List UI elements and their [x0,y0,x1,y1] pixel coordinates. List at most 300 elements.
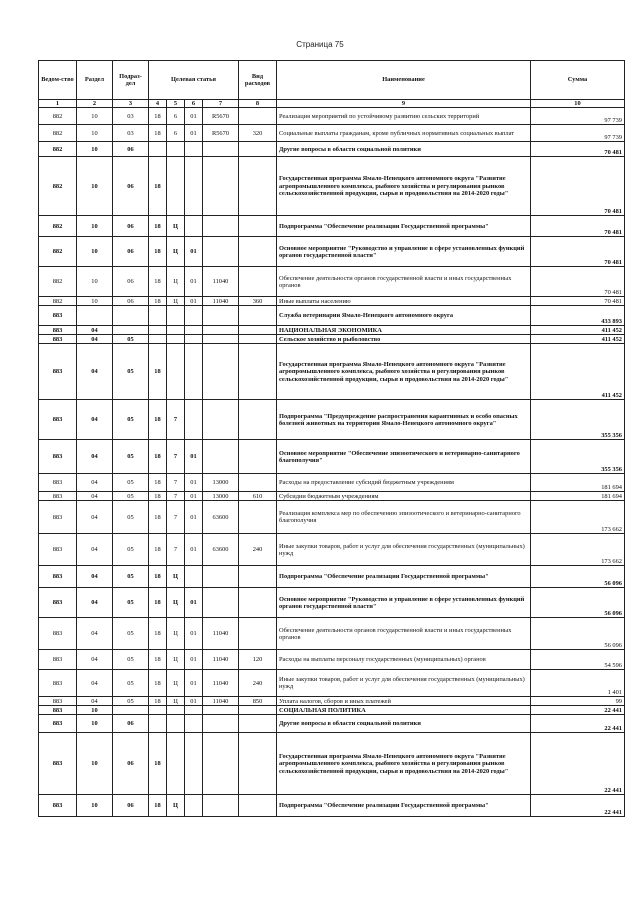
direction-code-cell [203,216,239,237]
vedomstvo-cell: 883 [39,618,77,650]
vid-rashodov-cell [239,618,277,650]
table-row [39,108,625,125]
program-code-cell [149,326,167,335]
summa-cell: 181 694 [531,474,625,492]
event-code-cell: 01 [185,440,203,474]
razdel-cell: 04 [77,492,113,501]
table-row [39,618,625,650]
podrazdel-cell: 06 [113,733,149,795]
podrazdel-cell [113,326,149,335]
vid-rashodov-cell [239,715,277,733]
table-row [39,566,625,588]
vid-rashodov-cell [239,267,277,297]
summa-cell: 56 096 [531,588,625,618]
podrazdel-cell: 05 [113,400,149,440]
vedomstvo-cell: 882 [39,157,77,216]
event-code-cell: 01 [185,492,203,501]
direction-code-cell: 11040 [203,650,239,670]
razdel-cell: 10 [77,157,113,216]
podrazdel-cell: 05 [113,335,149,344]
program-code-cell: 18 [149,670,167,697]
vedomstvo-cell: 882 [39,125,77,142]
vedomstvo-cell: 883 [39,306,77,326]
naimenovanie-cell: Государственная программа Ямало-Ненецкого автономного округа "Развитие агропромышленного комплекса, рыбного хозяйства и регулирования рынков сельскохозяйственной продукции, сырья и продовольствия на 2014-2020 годы" [277,344,531,400]
subprogram-code-cell [167,157,185,216]
vid-rashodov-cell: 850 [239,697,277,706]
podrazdel-cell: 05 [113,588,149,618]
naimenovanie-cell: Реализация комплекса мер по обеспечению эпизоотического и ветеринарно-санитарного благополучия [277,501,531,534]
summa-cell: 22 441 [531,715,625,733]
podrazdel-cell: 03 [113,108,149,125]
vedomstvo-cell: 883 [39,344,77,400]
razdel-cell: 10 [77,237,113,267]
vedomstvo-cell: 882 [39,216,77,237]
event-code-cell: 01 [185,501,203,534]
vid-rashodov-cell: 320 [239,125,277,142]
header-naimenovanie: Наименование [277,61,531,100]
direction-code-cell [203,733,239,795]
podrazdel-cell: 05 [113,534,149,566]
column-number: 7 [203,100,239,108]
razdel-cell: 04 [77,534,113,566]
naimenovanie-cell: Государственная программа Ямало-Ненецкого автономного округа "Развитие агропромышленного комплекса, рыбного хозяйства и регулирования рынков сельскохозяйственной продукции, сырья и продовольствия на 2014-2020 годы" [277,733,531,795]
table-row [39,306,625,326]
razdel-cell: 10 [77,297,113,306]
summa-cell: 99 [531,697,625,706]
program-code-cell: 18 [149,125,167,142]
table-row [39,697,625,706]
event-code-cell [185,216,203,237]
column-number: 8 [239,100,277,108]
table-row [39,501,625,534]
naimenovanie-cell: Субсидии бюджетным учреждениям [277,492,531,501]
event-code-cell [185,715,203,733]
summa-cell: 22 441 [531,706,625,715]
razdel-cell: 10 [77,795,113,817]
program-code-cell: 18 [149,795,167,817]
program-code-cell: 18 [149,650,167,670]
naimenovanie-cell: Подпрограмма "Обеспечение реализации Государственной программы" [277,216,531,237]
naimenovanie-cell: Подпрограмма "Обеспечение реализации Государственной программы" [277,795,531,817]
vedomstvo-cell: 883 [39,670,77,697]
vid-rashodov-cell [239,216,277,237]
naimenovanie-cell: Другие вопросы в области социальной политики [277,142,531,157]
direction-code-cell: 13000 [203,492,239,501]
razdel-cell: 10 [77,267,113,297]
summa-cell: 54 596 [531,650,625,670]
event-code-cell [185,344,203,400]
subprogram-code-cell [167,733,185,795]
event-code-cell: 01 [185,534,203,566]
podrazdel-cell: 05 [113,697,149,706]
table-row [39,267,625,297]
vedomstvo-cell: 883 [39,733,77,795]
podrazdel-cell: 06 [113,267,149,297]
program-code-cell [149,142,167,157]
direction-code-cell [203,306,239,326]
subprogram-code-cell: 7 [167,534,185,566]
vedomstvo-cell: 883 [39,474,77,492]
naimenovanie-cell: Подпрограмма "Обеспечение реализации Государственной программы" [277,566,531,588]
razdel-cell: 04 [77,440,113,474]
vedomstvo-cell: 882 [39,237,77,267]
vedomstvo-cell: 883 [39,501,77,534]
podrazdel-cell: 06 [113,237,149,267]
subprogram-code-cell: Ц [167,795,185,817]
table-body [39,108,625,817]
razdel-cell: 04 [77,344,113,400]
podrazdel-cell: 06 [113,216,149,237]
razdel-cell: 04 [77,670,113,697]
program-code-cell: 18 [149,733,167,795]
vid-rashodov-cell [239,306,277,326]
razdel-cell: 10 [77,125,113,142]
event-code-cell [185,326,203,335]
event-code-cell: 01 [185,588,203,618]
column-number: 9 [277,100,531,108]
vedomstvo-cell: 883 [39,697,77,706]
razdel-cell: 10 [77,706,113,715]
program-code-cell [149,715,167,733]
program-code-cell [149,706,167,715]
program-code-cell: 18 [149,237,167,267]
program-code-cell: 18 [149,267,167,297]
table-row [39,670,625,697]
subprogram-code-cell: 7 [167,492,185,501]
direction-code-cell: 13000 [203,474,239,492]
podrazdel-cell [113,306,149,326]
direction-code-cell [203,795,239,817]
subprogram-code-cell: Ц [167,650,185,670]
naimenovanie-cell: Служба ветеринарии Ямало-Ненецкого автономного округа [277,306,531,326]
naimenovanie-cell: Другие вопросы в области социальной политики [277,715,531,733]
naimenovanie-cell: Расходы на предоставление субсидий бюджетным учреждениям [277,474,531,492]
direction-code-cell [203,400,239,440]
razdel-cell: 10 [77,108,113,125]
table-row [39,335,625,344]
event-code-cell: 01 [185,297,203,306]
event-code-cell: 01 [185,237,203,267]
table-row [39,157,625,216]
vid-rashodov-cell [239,566,277,588]
podrazdel-cell: 06 [113,297,149,306]
program-code-cell: 18 [149,216,167,237]
vid-rashodov-cell [239,733,277,795]
subprogram-code-cell [167,344,185,400]
subprogram-code-cell [167,142,185,157]
vid-rashodov-cell [239,795,277,817]
table-row [39,534,625,566]
vedomstvo-cell: 883 [39,795,77,817]
direction-code-cell: 63600 [203,501,239,534]
naimenovanie-cell: Иные закупки товаров, работ и услуг для обеспечения государственных (муниципальных) нужд [277,670,531,697]
direction-code-cell [203,142,239,157]
subprogram-code-cell: Ц [167,618,185,650]
table-row [39,400,625,440]
summa-cell: 173 662 [531,534,625,566]
vedomstvo-cell: 882 [39,297,77,306]
program-code-cell: 18 [149,108,167,125]
subprogram-code-cell: 7 [167,474,185,492]
column-number: 5 [167,100,185,108]
event-code-cell [185,733,203,795]
direction-code-cell [203,335,239,344]
vid-rashodov-cell [239,108,277,125]
program-code-cell: 18 [149,566,167,588]
table-row [39,326,625,335]
podrazdel-cell: 05 [113,618,149,650]
vid-rashodov-cell: 240 [239,534,277,566]
vedomstvo-cell: 882 [39,267,77,297]
program-code-cell: 18 [149,492,167,501]
column-number: 3 [113,100,149,108]
summa-cell: 97 739 [531,108,625,125]
vid-rashodov-cell: 610 [239,492,277,501]
direction-code-cell [203,566,239,588]
table-row [39,297,625,306]
razdel-cell: 10 [77,715,113,733]
program-code-cell: 18 [149,474,167,492]
naimenovanie-cell: Основное мероприятие "Руководство и управление в сфере установленных функций органов государственной власти" [277,588,531,618]
summa-cell: 181 694 [531,492,625,501]
table-row [39,706,625,715]
subprogram-code-cell [167,335,185,344]
event-code-cell [185,566,203,588]
table-row [39,440,625,474]
header-razdel: Раздел [77,61,113,100]
naimenovanie-cell: Обеспечение деятельности органов государственной власти и иных государственных органов [277,618,531,650]
direction-code-cell: R5670 [203,125,239,142]
subprogram-code-cell: Ц [167,297,185,306]
event-code-cell: 01 [185,670,203,697]
summa-cell: 70 481 [531,216,625,237]
vid-rashodov-cell [239,157,277,216]
vedomstvo-cell: 883 [39,566,77,588]
direction-code-cell [203,237,239,267]
subprogram-code-cell: Ц [167,588,185,618]
direction-code-cell [203,440,239,474]
podrazdel-cell: 03 [113,125,149,142]
subprogram-code-cell [167,706,185,715]
event-code-cell: 01 [185,618,203,650]
event-code-cell: 01 [185,125,203,142]
program-code-cell: 18 [149,344,167,400]
naimenovanie-cell: Сельское хозяйство и рыболовство [277,335,531,344]
table-row [39,715,625,733]
razdel-cell: 10 [77,142,113,157]
table-row [39,216,625,237]
razdel-cell: 04 [77,650,113,670]
summa-cell: 70 481 [531,157,625,216]
summa-cell: 97 739 [531,125,625,142]
header-row [39,61,625,100]
event-code-cell [185,306,203,326]
razdel-cell: 04 [77,474,113,492]
column-number: 10 [531,100,625,108]
direction-code-cell [203,344,239,400]
vid-rashodov-cell: 120 [239,650,277,670]
podrazdel-cell: 05 [113,440,149,474]
vid-rashodov-cell [239,237,277,267]
razdel-cell: 04 [77,566,113,588]
column-number-row [39,100,625,108]
program-code-cell: 18 [149,618,167,650]
summa-cell: 22 441 [531,733,625,795]
vid-rashodov-cell [239,142,277,157]
razdel-cell: 04 [77,697,113,706]
program-code-cell [149,335,167,344]
summa-cell: 70 481 [531,297,625,306]
vedomstvo-cell: 883 [39,492,77,501]
direction-code-cell: 11040 [203,267,239,297]
event-code-cell [185,142,203,157]
event-code-cell [185,706,203,715]
vid-rashodov-cell [239,588,277,618]
header-vid-rashodov: Вид расходов [239,61,277,100]
summa-cell: 70 481 [531,237,625,267]
podrazdel-cell: 06 [113,142,149,157]
direction-code-cell: R5670 [203,108,239,125]
column-number: 6 [185,100,203,108]
subprogram-code-cell: Ц [167,697,185,706]
subprogram-code-cell: Ц [167,267,185,297]
page-number: Страница 75 [296,40,344,49]
event-code-cell [185,335,203,344]
summa-cell: 355 356 [531,400,625,440]
table-row [39,588,625,618]
header-vedomstvo: Ведом-ство [39,61,77,100]
subprogram-code-cell: Ц [167,237,185,267]
direction-code-cell: 11040 [203,297,239,306]
subprogram-code-cell: Ц [167,566,185,588]
program-code-cell: 18 [149,501,167,534]
vid-rashodov-cell [239,344,277,400]
naimenovanie-cell: Подпрограмма "Предупреждение распространения карантинных и особо опасных болезней животных на территории Ямало-Ненецкого автономного округа" [277,400,531,440]
vid-rashodov-cell [239,440,277,474]
table-row [39,474,625,492]
subprogram-code-cell: Ц [167,216,185,237]
vedomstvo-cell: 883 [39,706,77,715]
podrazdel-cell: 05 [113,474,149,492]
naimenovanie-cell: Реализация мероприятий по устойчивому развитию сельских территорий [277,108,531,125]
summa-cell: 433 893 [531,306,625,326]
vedomstvo-cell: 882 [39,142,77,157]
subprogram-code-cell: 7 [167,400,185,440]
direction-code-cell: 11040 [203,618,239,650]
subprogram-code-cell: 7 [167,440,185,474]
subprogram-code-cell: 7 [167,501,185,534]
razdel-cell: 04 [77,501,113,534]
razdel-cell [77,306,113,326]
razdel-cell: 04 [77,335,113,344]
direction-code-cell [203,588,239,618]
vid-rashodov-cell [239,400,277,440]
razdel-cell: 10 [77,733,113,795]
razdel-cell: 04 [77,618,113,650]
naimenovanie-cell: СОЦИАЛЬНАЯ ПОЛИТИКА [277,706,531,715]
naimenovanie-cell: Расходы на выплаты персоналу государственных (муниципальных) органов [277,650,531,670]
column-number: 2 [77,100,113,108]
event-code-cell: 01 [185,108,203,125]
program-code-cell: 18 [149,297,167,306]
column-number: 1 [39,100,77,108]
naimenovanie-cell: Иные выплаты населению [277,297,531,306]
naimenovanie-cell: Уплата налогов, сборов и иных платежей [277,697,531,706]
subprogram-code-cell: Ц [167,670,185,697]
event-code-cell: 01 [185,474,203,492]
vid-rashodov-cell: 360 [239,297,277,306]
summa-cell: 70 481 [531,267,625,297]
subprogram-code-cell [167,306,185,326]
podrazdel-cell: 05 [113,344,149,400]
podrazdel-cell: 06 [113,795,149,817]
vid-rashodov-cell [239,474,277,492]
column-number: 4 [149,100,167,108]
vedomstvo-cell: 883 [39,440,77,474]
podrazdel-cell: 06 [113,157,149,216]
event-code-cell [185,795,203,817]
direction-code-cell: 11040 [203,670,239,697]
vedomstvo-cell: 883 [39,400,77,440]
summa-cell: 22 441 [531,795,625,817]
header-podrazdel: Подраз-дел [113,61,149,100]
table-row [39,650,625,670]
vid-rashodov-cell [239,706,277,715]
podrazdel-cell: 05 [113,501,149,534]
header-summa: Сумма [531,61,625,100]
vid-rashodov-cell: 240 [239,670,277,697]
event-code-cell: 01 [185,697,203,706]
podrazdel-cell: 05 [113,670,149,697]
vedomstvo-cell: 883 [39,326,77,335]
naimenovanie-cell: Основное мероприятие "Руководство и управление в сфере установленных функций органов государственной власти" [277,237,531,267]
table-row [39,125,625,142]
summa-cell: 56 096 [531,566,625,588]
vedomstvo-cell: 883 [39,534,77,566]
vid-rashodov-cell [239,335,277,344]
direction-code-cell: 63600 [203,534,239,566]
program-code-cell: 18 [149,534,167,566]
direction-code-cell [203,706,239,715]
program-code-cell: 18 [149,697,167,706]
podrazdel-cell: 05 [113,566,149,588]
program-code-cell: 18 [149,157,167,216]
program-code-cell: 18 [149,588,167,618]
table-row [39,795,625,817]
summa-cell: 411 452 [531,335,625,344]
summa-cell: 70 481 [531,142,625,157]
table-row [39,142,625,157]
vedomstvo-cell: 883 [39,335,77,344]
subprogram-code-cell [167,715,185,733]
vid-rashodov-cell [239,501,277,534]
podrazdel-cell: 05 [113,650,149,670]
naimenovanie-cell: Основное мероприятие "Обеспечение эпизоотического и ветеринарно-санитарного благополучия" [277,440,531,474]
direction-code-cell [203,326,239,335]
vedomstvo-cell: 883 [39,715,77,733]
summa-cell: 1 401 [531,670,625,697]
naimenovanie-cell: Обеспечение деятельности органов государственной власти и иных государственных органов [277,267,531,297]
subprogram-code-cell: 6 [167,125,185,142]
table-row [39,492,625,501]
budget-table [38,60,625,817]
summa-cell: 355 356 [531,440,625,474]
podrazdel-cell: 06 [113,715,149,733]
podrazdel-cell [113,706,149,715]
program-code-cell [149,306,167,326]
naimenovanie-cell: Государственная программа Ямало-Ненецкого автономного округа "Развитие агропромышленного комплекса, рыбного хозяйства и регулирования рынков сельскохозяйственной продукции, сырья и продовольствия на 2014-2020 годы" [277,157,531,216]
razdel-cell: 04 [77,400,113,440]
